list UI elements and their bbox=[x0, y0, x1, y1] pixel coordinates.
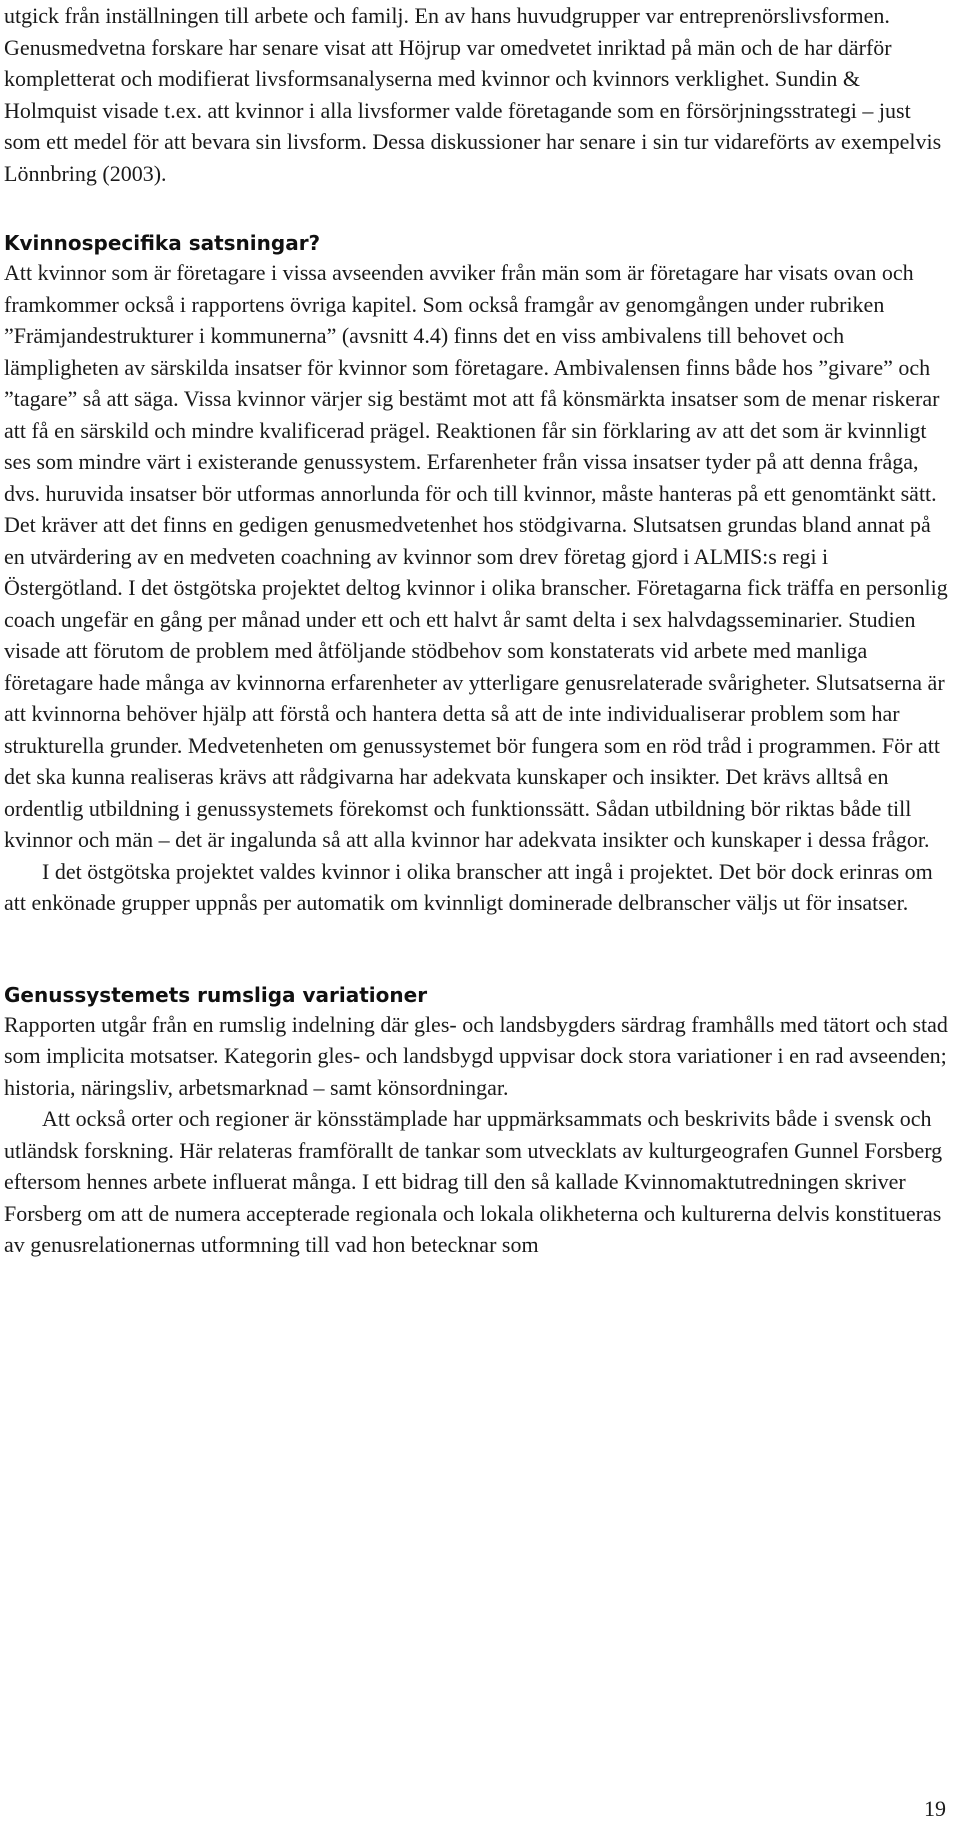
heading-kvinnospecifika-satsningar: Kvinnospecifika satsningar? bbox=[4, 231, 321, 255]
paragraph-livsformer: utgick från inställningen till arbete och familj. En av hans huvudgrupper var entreprenörslivsformen. Genusmedvetna forskare har senare visat att Höjrup var omedvetet inriktad på män och de har därför kompletterat och modifierat livsformsanalyserna med kvinnor och kvinnors verklighet. Sundin & Holmquist visade t.ex. att kvinnor i alla livsformer valde företagande som en försörjningsstrategi – just som ett medel för att bevara sin livsform. Dessa diskussioner har senare i sin tur vidareförts av exempelvis Lönnbring (2003). bbox=[4, 3, 942, 186]
heading-genussystemets-rumsliga-variationer: Genussystemets rumsliga variationer bbox=[4, 982, 428, 1007]
paragraph-rumslig-indelning: Rapporten utgår från en rumslig indelning där gles- och landsbygders särdrag framhålls med tätort och stad som implicita motsatser. Kategorin gles- och landsbygd uppvisar dock stora variationer i en rad avseenden; historia, näringsliv, arbetsmarknad – samt könsordningar. bbox=[4, 1011, 948, 1100]
paragraph-konsstamplade-orter: Att också orter och regioner är könsstämplade har uppmärksammats och beskrivits både i svensk och utländsk forskning. Här relateras framförallt de tankar som utvecklats av kulturgeografen Gunnel Forsberg eftersom hennes arbete influerat många. I ett bidrag till den så kallade Kvinnomaktutredningen skriver Forsberg om att de numera accepterade regionala och lokala olikheterna och kulturerna delvis konstitueras av genusrelationernas utformning till vad hon betecknar som bbox=[4, 1106, 943, 1257]
document-page bbox=[4, 0, 952, 1261]
page-number: 19 bbox=[924, 1796, 946, 1821]
paragraph-ambivalens: Att kvinnor som är företagare i vissa avseenden avviker från män som är företagare har visats ovan och framkommer också i rapportens övriga kapitel. Som också framgår av genomgången under rubriken ”Främjandestrukturer i kommunerna” (avsnitt 4.4) finns det en viss ambivalens till behovet och lämpligheten av särskilda insatser för kvinnor som företagare. Ambivalensen finns både hos ”givare” och ”tagare” så att säga. Vissa kvinnor värjer sig bestämt mot att få könsmärkta insatser som de menar riskerar att få en särskild och mindre kvalificerad prägel. Reaktionen får sin förklaring av att det som är kvinnligt ses som mindre värt i existerande genussystem. Erfarenheter från vissa insatser tyder på att denna fråga, dvs. huruvida insatser bör utformas annorlunda för och till kvinnor, måste hanteras på ett genomtänkt sätt. Det kräver att det finns en gedigen genusmedvetenhet hos stödgivarna. Slutsatsen grundas bland annat på en utvärdering av en medveten coachning av kvinnor som drev företag gjord i ALMIS:s regi i Östergötland. I det östgötska projektet deltog kvinnor i olika branscher. Företagarna fick träffa en personlig coach ungefär en gång per månad under ett och ett halvt år samt delta i sex halvdagsseminarier. Studien visade att förutom de problem med åtföljande stödbehov som konstaterats vid arbete med manliga företagare hade många av kvinnorna erfarenheter av ytterligare genusrelaterade svårigheter. Slutsatserna är att kvinnorna behöver hjälp att förstå och hantera detta så att de inte individualiserar problem som har strukturella grunder. Medvetenheten om genussystemet bör fungera som en röd tråd i programmen. För att det ska kunna realiseras krävs att rådgivarna har adekvata kunskaper och insikter. Det krävs alltså en ordentlig utbildning i genussystemets förekomst och funktionssätt. Sådan utbildning bör riktas både till kvinnor och män – det är ingalunda så att alla kvinnor har adekvata insikter och kunskaper i dessa frågor. bbox=[4, 260, 948, 852]
paragraph-ostgotska-projektet: I det östgötska projektet valdes kvinnor i olika branscher att ingå i projektet. Det bör dock erinras om att enkönade grupper uppnås per automatik om kvinnligt dominerade delbranscher väljs ut för insatser. bbox=[4, 858, 933, 915]
